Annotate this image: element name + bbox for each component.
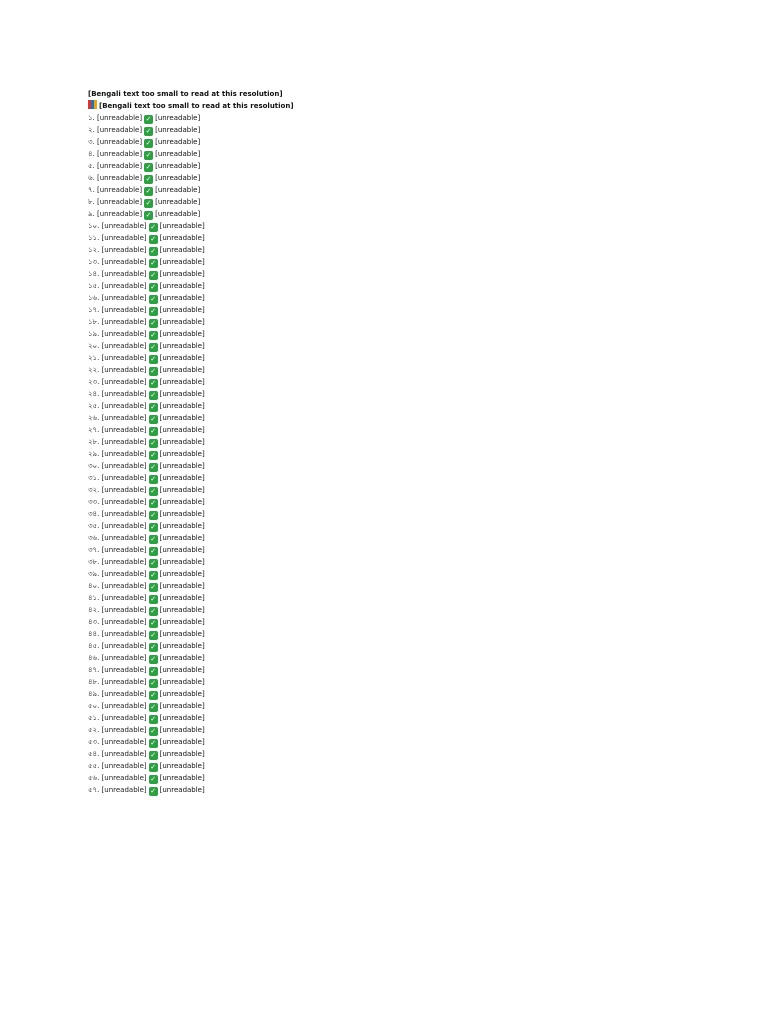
question-text: [unreadable]: [101, 630, 147, 638]
question-number: ২৪: [88, 390, 98, 398]
question-text: [unreadable]: [101, 618, 147, 626]
question-number: ১৪: [88, 270, 98, 278]
question-text: [unreadable]: [101, 498, 147, 506]
correct-answer: [unreadable]: [159, 402, 205, 410]
check-mark-icon: ✓: [150, 319, 157, 327]
question-text: [unreadable]: [101, 774, 147, 782]
question-item: ৫৭. [unreadable] ✓ [unreadable]: [88, 786, 205, 795]
question-item: ২৩. [unreadable] ✓ [unreadable]: [88, 378, 205, 387]
question-item: ২৮. [unreadable] ✓ [unreadable]: [88, 438, 205, 447]
question-item: ২৫. [unreadable] ✓ [unreadable]: [88, 402, 205, 411]
check-mark-icon: ✓: [145, 163, 152, 171]
check-mark-icon: ✓: [150, 559, 157, 567]
question-item: ৫৫. [unreadable] ✓ [unreadable]: [88, 762, 205, 771]
question-number: ১১: [88, 234, 98, 242]
question-item: ৫৩. [unreadable] ✓ [unreadable]: [88, 738, 205, 747]
correct-answer: [unreadable]: [159, 222, 205, 230]
question-text: [unreadable]: [101, 690, 147, 698]
question-text: [unreadable]: [101, 234, 147, 242]
question-text: [unreadable]: [101, 678, 147, 686]
question-text: [unreadable]: [101, 522, 147, 530]
question-text: [unreadable]: [101, 786, 147, 794]
question-item: ৫০. [unreadable] ✓ [unreadable]: [88, 702, 205, 711]
question-item: ১৩. [unreadable] ✓ [unreadable]: [88, 258, 205, 267]
check-mark-icon: ✓: [150, 751, 157, 759]
intro-line: [Bengali text too small to read at this resolution]: [88, 90, 283, 98]
question-number: ২৮: [88, 438, 98, 446]
question-number: ১২: [88, 246, 98, 254]
check-mark-icon: ✓: [150, 691, 157, 699]
question-item: ৪৮. [unreadable] ✓ [unreadable]: [88, 678, 205, 687]
check-mark-icon: ✓: [150, 715, 157, 723]
correct-answer: [unreadable]: [159, 582, 205, 590]
correct-answer: [unreadable]: [155, 138, 201, 146]
question-item: ৩৫. [unreadable] ✓ [unreadable]: [88, 522, 205, 531]
question-number: ৫: [88, 162, 93, 170]
check-mark-icon: ✓: [145, 211, 152, 219]
check-mark-icon: ✓: [145, 139, 152, 147]
question-item: ৪৩. [unreadable] ✓ [unreadable]: [88, 618, 205, 627]
correct-answer: [unreadable]: [155, 210, 201, 218]
question-text: [unreadable]: [101, 714, 147, 722]
question-item: ৩৩. [unreadable] ✓ [unreadable]: [88, 498, 205, 507]
question-number: ৪৯: [88, 690, 98, 698]
check-mark-icon: ✓: [150, 619, 157, 627]
question-number: ৬: [88, 174, 93, 182]
question-text: [unreadable]: [101, 582, 147, 590]
question-text: [unreadable]: [101, 330, 147, 338]
question-item: ৫৬. [unreadable] ✓ [unreadable]: [88, 774, 205, 783]
question-number: ৫৫: [88, 762, 98, 770]
correct-answer: [unreadable]: [159, 666, 205, 674]
correct-answer: [unreadable]: [159, 750, 205, 758]
question-number: ১৭: [88, 306, 98, 314]
question-item: ৫১. [unreadable] ✓ [unreadable]: [88, 714, 205, 723]
correct-answer: [unreadable]: [159, 426, 205, 434]
question-text: [unreadable]: [101, 486, 147, 494]
question-item: ২২. [unreadable] ✓ [unreadable]: [88, 366, 205, 375]
question-number: ২৭: [88, 426, 98, 434]
question-item: ২৬. [unreadable] ✓ [unreadable]: [88, 414, 205, 423]
question-text: [unreadable]: [101, 702, 147, 710]
books-icon: [88, 100, 97, 109]
question-item: ২৭. [unreadable] ✓ [unreadable]: [88, 426, 205, 435]
correct-answer: [unreadable]: [159, 726, 205, 734]
correct-answer: [unreadable]: [159, 414, 205, 422]
question-number: ২২: [88, 366, 98, 374]
question-item: ৪৯. [unreadable] ✓ [unreadable]: [88, 690, 205, 699]
correct-answer: [unreadable]: [159, 366, 205, 374]
question-text: [unreadable]: [97, 174, 143, 182]
question-text: [unreadable]: [101, 318, 147, 326]
question-number: ৩২: [88, 486, 98, 494]
correct-answer: [unreadable]: [155, 198, 201, 206]
section-heading-text: [Bengali text too small to read at this resolution]: [99, 102, 294, 110]
correct-answer: [unreadable]: [159, 462, 205, 470]
question-text: [unreadable]: [101, 342, 147, 350]
check-mark-icon: ✓: [150, 331, 157, 339]
check-mark-icon: ✓: [150, 583, 157, 591]
question-item: ৪১. [unreadable] ✓ [unreadable]: [88, 594, 205, 603]
question-number: ৮: [88, 198, 93, 206]
check-mark-icon: ✓: [150, 427, 157, 435]
question-number: ৪৮: [88, 678, 98, 686]
question-text: [unreadable]: [101, 642, 147, 650]
question-text: [unreadable]: [101, 258, 147, 266]
question-item: ৬. [unreadable] ✓ [unreadable]: [88, 174, 201, 183]
question-item: ৩৬. [unreadable] ✓ [unreadable]: [88, 534, 205, 543]
correct-answer: [unreadable]: [159, 438, 205, 446]
check-mark-icon: ✓: [145, 115, 152, 123]
question-text: [unreadable]: [101, 462, 147, 470]
question-text: [unreadable]: [101, 750, 147, 758]
correct-answer: [unreadable]: [159, 702, 205, 710]
correct-answer: [unreadable]: [159, 498, 205, 506]
check-mark-icon: ✓: [150, 511, 157, 519]
correct-answer: [unreadable]: [159, 486, 205, 494]
question-number: ৫১: [88, 714, 98, 722]
check-mark-icon: ✓: [150, 703, 157, 711]
check-mark-icon: ✓: [150, 439, 157, 447]
question-text: [unreadable]: [101, 378, 147, 386]
correct-answer: [unreadable]: [159, 618, 205, 626]
question-text: [unreadable]: [97, 126, 143, 134]
correct-answer: [unreadable]: [159, 738, 205, 746]
correct-answer: [unreadable]: [159, 654, 205, 662]
question-number: ৯: [88, 210, 93, 218]
correct-answer: [unreadable]: [159, 762, 205, 770]
question-number: ১৮: [88, 318, 98, 326]
question-text: [unreadable]: [101, 594, 147, 602]
question-item: ৩৪. [unreadable] ✓ [unreadable]: [88, 510, 205, 519]
correct-answer: [unreadable]: [159, 606, 205, 614]
question-item: ৩৮. [unreadable] ✓ [unreadable]: [88, 558, 205, 567]
check-mark-icon: ✓: [150, 355, 157, 363]
question-item: ৩২. [unreadable] ✓ [unreadable]: [88, 486, 205, 495]
question-item: ৪২. [unreadable] ✓ [unreadable]: [88, 606, 205, 615]
correct-answer: [unreadable]: [155, 186, 201, 194]
check-mark-icon: ✓: [150, 259, 157, 267]
check-mark-icon: ✓: [150, 643, 157, 651]
question-item: ১৪. [unreadable] ✓ [unreadable]: [88, 270, 205, 279]
check-mark-icon: ✓: [150, 487, 157, 495]
correct-answer: [unreadable]: [159, 342, 205, 350]
question-number: ৫৩: [88, 738, 98, 746]
question-item: ১৫. [unreadable] ✓ [unreadable]: [88, 282, 205, 291]
correct-answer: [unreadable]: [159, 234, 205, 242]
question-number: ১: [88, 114, 93, 122]
correct-answer: [unreadable]: [155, 150, 201, 158]
correct-answer: [unreadable]: [159, 546, 205, 554]
check-mark-icon: ✓: [150, 727, 157, 735]
question-item: ১৯. [unreadable] ✓ [unreadable]: [88, 330, 205, 339]
question-item: ৯. [unreadable] ✓ [unreadable]: [88, 210, 201, 219]
question-text: [unreadable]: [97, 150, 143, 158]
question-text: [unreadable]: [101, 666, 147, 674]
correct-answer: [unreadable]: [159, 270, 205, 278]
question-text: [unreadable]: [97, 162, 143, 170]
question-text: [unreadable]: [101, 282, 147, 290]
question-text: [unreadable]: [101, 570, 147, 578]
question-number: ৪: [88, 150, 93, 158]
correct-answer: [unreadable]: [155, 126, 201, 134]
check-mark-icon: ✓: [150, 547, 157, 555]
correct-answer: [unreadable]: [155, 114, 201, 122]
question-number: ৩৮: [88, 558, 98, 566]
question-item: ১২. [unreadable] ✓ [unreadable]: [88, 246, 205, 255]
question-item: ২০. [unreadable] ✓ [unreadable]: [88, 342, 205, 351]
check-mark-icon: ✓: [150, 523, 157, 531]
question-number: ৪১: [88, 594, 98, 602]
check-mark-icon: ✓: [150, 787, 157, 795]
question-number: ৩৩: [88, 498, 98, 506]
question-item: ৪. [unreadable] ✓ [unreadable]: [88, 150, 201, 159]
check-mark-icon: ✓: [150, 415, 157, 423]
question-item: ২. [unreadable] ✓ [unreadable]: [88, 126, 201, 135]
check-mark-icon: ✓: [150, 235, 157, 243]
correct-answer: [unreadable]: [159, 258, 205, 266]
question-number: ৩৫: [88, 522, 98, 530]
question-text: [unreadable]: [101, 294, 147, 302]
check-mark-icon: ✓: [145, 127, 152, 135]
question-number: ১৯: [88, 330, 98, 338]
check-mark-icon: ✓: [150, 223, 157, 231]
correct-answer: [unreadable]: [159, 558, 205, 566]
question-number: ১৫: [88, 282, 98, 290]
correct-answer: [unreadable]: [155, 162, 201, 170]
question-number: ২০: [88, 342, 98, 350]
correct-answer: [unreadable]: [159, 450, 205, 458]
check-mark-icon: ✓: [150, 631, 157, 639]
check-mark-icon: ✓: [145, 151, 152, 159]
question-text: [unreadable]: [101, 438, 147, 446]
check-mark-icon: ✓: [150, 571, 157, 579]
question-text: [unreadable]: [101, 510, 147, 518]
correct-answer: [unreadable]: [159, 714, 205, 722]
question-text: [unreadable]: [97, 114, 143, 122]
question-number: ৫২: [88, 726, 98, 734]
question-number: ৪৫: [88, 642, 98, 650]
check-mark-icon: ✓: [150, 403, 157, 411]
correct-answer: [unreadable]: [159, 390, 205, 398]
question-text: [unreadable]: [97, 138, 143, 146]
correct-answer: [unreadable]: [155, 174, 201, 182]
correct-answer: [unreadable]: [159, 690, 205, 698]
correct-answer: [unreadable]: [159, 306, 205, 314]
check-mark-icon: ✓: [150, 607, 157, 615]
question-number: ৩০: [88, 462, 98, 470]
question-number: ৭: [88, 186, 93, 194]
question-number: ৪৩: [88, 618, 98, 626]
question-text: [unreadable]: [97, 186, 143, 194]
question-item: ৩৯. [unreadable] ✓ [unreadable]: [88, 570, 205, 579]
check-mark-icon: ✓: [150, 391, 157, 399]
question-number: ৩৯: [88, 570, 98, 578]
question-number: ৪২: [88, 606, 98, 614]
check-mark-icon: ✓: [150, 655, 157, 663]
check-mark-icon: ✓: [145, 199, 152, 207]
question-number: ২৩: [88, 378, 98, 386]
question-text: [unreadable]: [97, 198, 143, 206]
correct-answer: [unreadable]: [159, 774, 205, 782]
check-mark-icon: ✓: [150, 307, 157, 315]
correct-answer: [unreadable]: [159, 330, 205, 338]
question-text: [unreadable]: [101, 306, 147, 314]
question-text: [unreadable]: [101, 426, 147, 434]
check-mark-icon: ✓: [150, 295, 157, 303]
question-item: ১৬. [unreadable] ✓ [unreadable]: [88, 294, 205, 303]
question-item: ৪৫. [unreadable] ✓ [unreadable]: [88, 642, 205, 651]
question-number: ২: [88, 126, 93, 134]
correct-answer: [unreadable]: [159, 630, 205, 638]
correct-answer: [unreadable]: [159, 246, 205, 254]
question-text: [unreadable]: [97, 210, 143, 218]
check-mark-icon: ✓: [150, 283, 157, 291]
question-item: ১১. [unreadable] ✓ [unreadable]: [88, 234, 205, 243]
check-mark-icon: ✓: [145, 187, 152, 195]
question-number: ৪৭: [88, 666, 98, 674]
correct-answer: [unreadable]: [159, 378, 205, 386]
check-mark-icon: ✓: [150, 451, 157, 459]
check-mark-icon: ✓: [150, 667, 157, 675]
section-heading: [88, 100, 738, 112]
check-mark-icon: ✓: [150, 499, 157, 507]
question-number: ১৬: [88, 294, 98, 302]
question-number: ৫৬: [88, 774, 98, 782]
question-number: ৫৪: [88, 750, 98, 758]
correct-answer: [unreadable]: [159, 510, 205, 518]
question-text: [unreadable]: [101, 222, 147, 230]
question-text: [unreadable]: [101, 402, 147, 410]
question-text: [unreadable]: [101, 558, 147, 566]
question-item: ৪৬. [unreadable] ✓ [unreadable]: [88, 654, 205, 663]
question-item: ৩. [unreadable] ✓ [unreadable]: [88, 138, 201, 147]
question-text: [unreadable]: [101, 414, 147, 422]
question-item: ৫২. [unreadable] ✓ [unreadable]: [88, 726, 205, 735]
question-text: [unreadable]: [101, 738, 147, 746]
correct-answer: [unreadable]: [159, 570, 205, 578]
check-mark-icon: ✓: [150, 679, 157, 687]
correct-answer: [unreadable]: [159, 786, 205, 794]
question-item: ৮. [unreadable] ✓ [unreadable]: [88, 198, 201, 207]
question-item: ২৯. [unreadable] ✓ [unreadable]: [88, 450, 205, 459]
correct-answer: [unreadable]: [159, 294, 205, 302]
question-text: [unreadable]: [101, 390, 147, 398]
question-number: ৩: [88, 138, 93, 146]
question-item: ৪৭. [unreadable] ✓ [unreadable]: [88, 666, 205, 675]
question-list: [88, 112, 738, 796]
question-number: ১৩: [88, 258, 98, 266]
question-item: ১৭. [unreadable] ✓ [unreadable]: [88, 306, 205, 315]
question-text: [unreadable]: [101, 366, 147, 374]
check-mark-icon: ✓: [150, 379, 157, 387]
question-item: ৭. [unreadable] ✓ [unreadable]: [88, 186, 201, 195]
check-mark-icon: ✓: [150, 775, 157, 783]
correct-answer: [unreadable]: [159, 474, 205, 482]
correct-answer: [unreadable]: [159, 534, 205, 542]
question-item: ৫. [unreadable] ✓ [unreadable]: [88, 162, 201, 171]
check-mark-icon: ✓: [150, 247, 157, 255]
question-number: ৪৪: [88, 630, 98, 638]
question-text: [unreadable]: [101, 546, 147, 554]
question-number: ২৬: [88, 414, 98, 422]
check-mark-icon: ✓: [150, 763, 157, 771]
check-mark-icon: ✓: [150, 475, 157, 483]
check-mark-icon: ✓: [150, 535, 157, 543]
check-mark-icon: ✓: [150, 739, 157, 747]
question-number: ৩৭: [88, 546, 98, 554]
question-item: ৫৪. [unreadable] ✓ [unreadable]: [88, 750, 205, 759]
correct-answer: [unreadable]: [159, 522, 205, 530]
check-mark-icon: ✓: [145, 175, 152, 183]
correct-answer: [unreadable]: [159, 678, 205, 686]
question-item: ১. [unreadable] ✓ [unreadable]: [88, 114, 201, 123]
check-mark-icon: ✓: [150, 463, 157, 471]
question-text: [unreadable]: [101, 270, 147, 278]
check-mark-icon: ✓: [150, 343, 157, 351]
question-text: [unreadable]: [101, 762, 147, 770]
question-number: ৪৬: [88, 654, 98, 662]
correct-answer: [unreadable]: [159, 282, 205, 290]
question-number: ৫০: [88, 702, 98, 710]
question-item: ৩০. [unreadable] ✓ [unreadable]: [88, 462, 205, 471]
question-text: [unreadable]: [101, 450, 147, 458]
question-text: [unreadable]: [101, 474, 147, 482]
question-item: ২৪. [unreadable] ✓ [unreadable]: [88, 390, 205, 399]
question-text: [unreadable]: [101, 726, 147, 734]
correct-answer: [unreadable]: [159, 354, 205, 362]
question-text: [unreadable]: [101, 534, 147, 542]
question-number: ৪০: [88, 582, 98, 590]
correct-answer: [unreadable]: [159, 642, 205, 650]
question-number: ৫৭: [88, 786, 98, 794]
question-text: [unreadable]: [101, 606, 147, 614]
question-number: ১০: [88, 222, 98, 230]
question-item: ৪০. [unreadable] ✓ [unreadable]: [88, 582, 205, 591]
question-number: ৩৪: [88, 510, 98, 518]
question-number: ২৯: [88, 450, 98, 458]
question-item: ৪৪. [unreadable] ✓ [unreadable]: [88, 630, 205, 639]
question-item: ১০. [unreadable] ✓ [unreadable]: [88, 222, 205, 231]
question-text: [unreadable]: [101, 354, 147, 362]
correct-answer: [unreadable]: [159, 594, 205, 602]
question-item: ৩১. [unreadable] ✓ [unreadable]: [88, 474, 205, 483]
question-text: [unreadable]: [101, 654, 147, 662]
question-number: ২৫: [88, 402, 98, 410]
check-mark-icon: ✓: [150, 271, 157, 279]
check-mark-icon: ✓: [150, 595, 157, 603]
question-number: ৩৬: [88, 534, 98, 542]
question-item: ৩৭. [unreadable] ✓ [unreadable]: [88, 546, 205, 555]
question-number: ৩১: [88, 474, 98, 482]
question-item: ১৮. [unreadable] ✓ [unreadable]: [88, 318, 205, 327]
question-text: [unreadable]: [101, 246, 147, 254]
question-number: ২১: [88, 354, 98, 362]
check-mark-icon: ✓: [150, 367, 157, 375]
correct-answer: [unreadable]: [159, 318, 205, 326]
question-item: ২১. [unreadable] ✓ [unreadable]: [88, 354, 205, 363]
